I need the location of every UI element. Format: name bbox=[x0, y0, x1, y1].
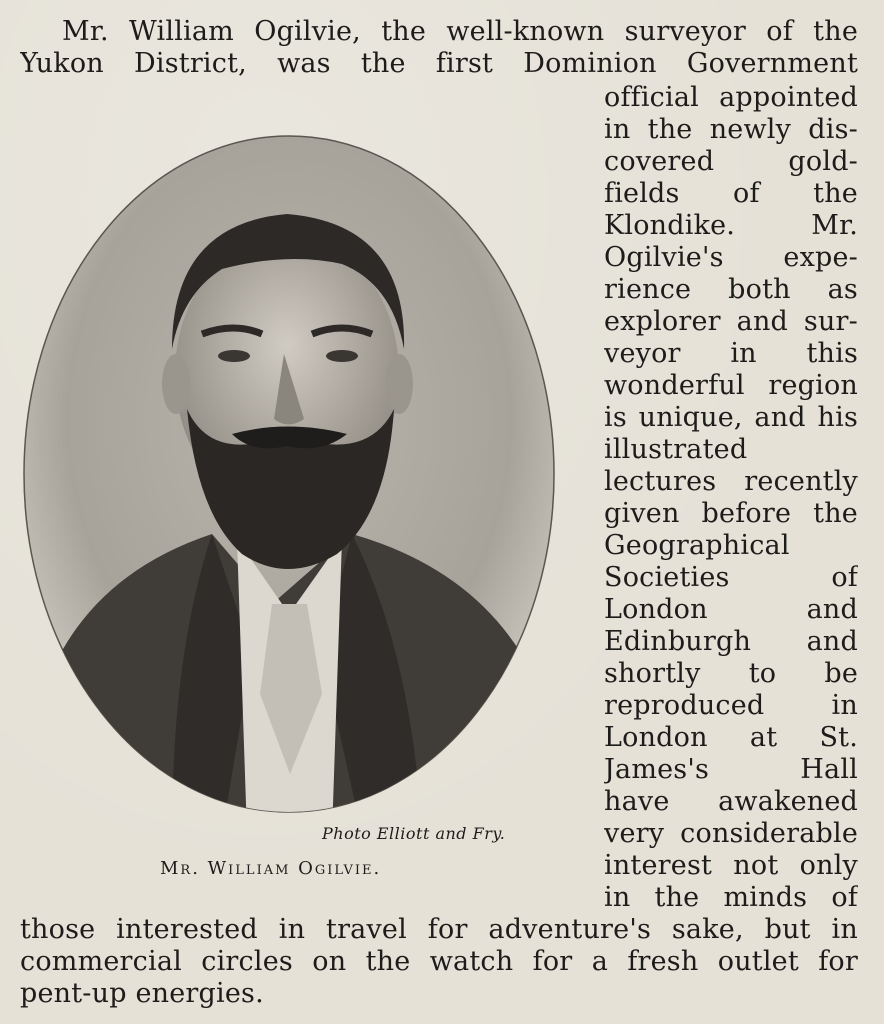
figure-caption: Mr. William Ogilvie. bbox=[160, 858, 382, 879]
article-line: explorer and sur- bbox=[604, 306, 858, 337]
article-line: have awakened bbox=[604, 786, 858, 817]
article-line: given before the bbox=[604, 498, 858, 529]
article-line: Mr. William Ogilvie, the well-known surveyor of the bbox=[62, 16, 858, 47]
article-line: Yukon District, was the first Dominion Government bbox=[20, 48, 858, 79]
article-line: London at St. bbox=[604, 722, 858, 753]
article-line: James's Hall bbox=[604, 754, 858, 785]
article-line: those interested in travel for adventure's sake, but in bbox=[20, 914, 858, 945]
article-line: fields of the bbox=[604, 178, 858, 209]
article-line: Edinburgh and bbox=[604, 626, 858, 657]
article-line: Societies of bbox=[604, 562, 858, 593]
article-line: wonderful region bbox=[604, 370, 858, 401]
article-line: commercial circles on the watch for a fresh outlet for bbox=[20, 946, 858, 977]
article-line: reproduced in bbox=[604, 690, 858, 721]
portrait-illustration bbox=[22, 134, 556, 814]
article-line: pent-up energies. bbox=[20, 978, 264, 1009]
article-line: very considerable bbox=[604, 818, 858, 849]
article-line: rience both as bbox=[604, 274, 858, 305]
article-line: Klondike. Mr. bbox=[604, 210, 858, 241]
article-line: in the newly dis- bbox=[604, 114, 858, 145]
article-line: shortly to be bbox=[604, 658, 858, 689]
article-line: lectures recently bbox=[604, 466, 858, 497]
photo-credit: Photo Elliott and Fry. bbox=[322, 824, 506, 843]
article-line: in the minds of bbox=[604, 882, 858, 913]
article-line: London and bbox=[604, 594, 858, 625]
article-line: Ogilvie's expe- bbox=[604, 242, 858, 273]
article-line: official appointed bbox=[604, 82, 858, 113]
article-line: Geographical bbox=[604, 530, 790, 561]
article-line: is unique, and his bbox=[604, 402, 858, 433]
article-line: veyor in this bbox=[604, 338, 858, 369]
article-line: interest not only bbox=[604, 850, 858, 881]
article-line: covered gold- bbox=[604, 146, 858, 177]
article-line: illustrated bbox=[604, 434, 748, 465]
